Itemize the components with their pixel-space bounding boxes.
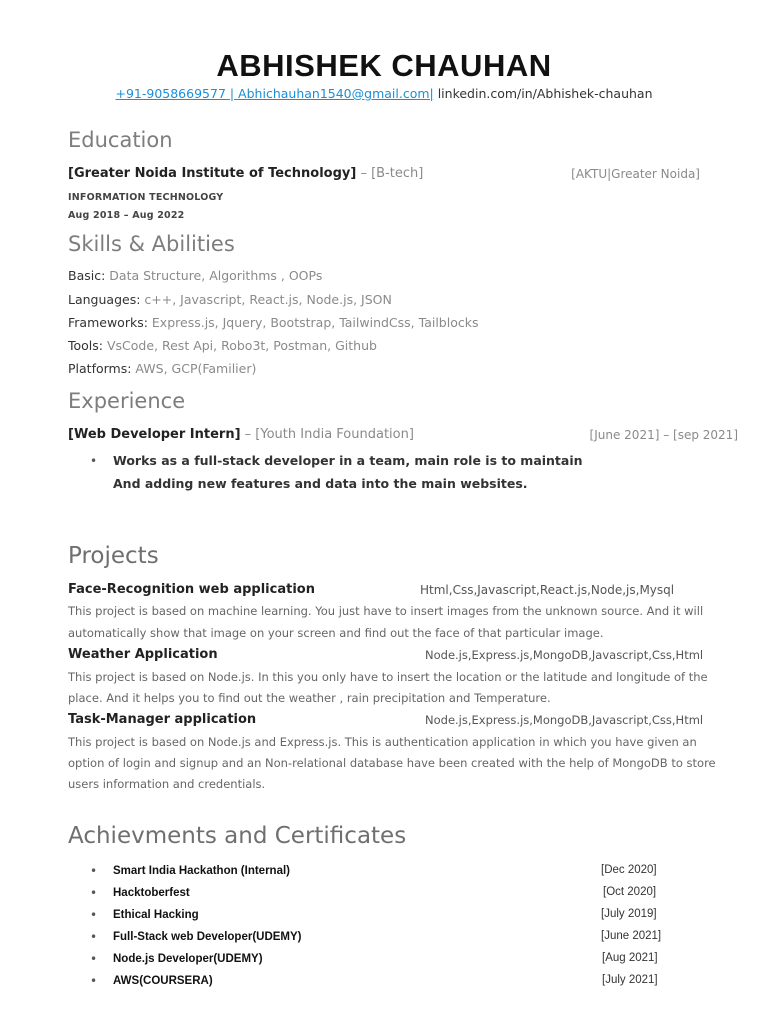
project-tech: Node.js,Express.js,MongoDB,Javascript,Css,Html bbox=[425, 648, 704, 662]
experience-role: [Web Developer Intern] bbox=[68, 427, 241, 442]
experience-dates: [June 2021] – [sep 2021] bbox=[589, 428, 738, 442]
project-description-line: This project is based on Node.js and Express.js. This is authentication application in which you have given an bbox=[68, 735, 697, 749]
education-location: [AKTU|Greater Noida] bbox=[571, 167, 700, 181]
skill-value: VsCode, Rest Api, Robo3t, Postman, Github bbox=[106, 338, 377, 353]
skills-heading: Skills & Abilities bbox=[68, 232, 235, 256]
experience-role-line bbox=[68, 427, 414, 442]
project-description-line: users information and credentials. bbox=[68, 777, 266, 791]
project-title: Face-Recognition web application bbox=[68, 582, 315, 597]
achievement-name: Ethical Hacking bbox=[113, 909, 199, 921]
contact-phone-email-link[interactable]: +91-9058669577 | Abhichauhan1540@gmail.com| bbox=[115, 86, 434, 101]
skill-label: Tools: bbox=[68, 338, 107, 353]
skill-frameworks bbox=[68, 315, 478, 330]
skill-value: AWS, GCP(Familier) bbox=[135, 361, 257, 376]
project-description-line: automatically show that image on your screen and find out the face of that particular image. bbox=[68, 626, 604, 640]
projects-heading: Projects bbox=[68, 543, 159, 569]
bullet-icon: • bbox=[90, 908, 98, 922]
bullet-icon: • bbox=[90, 930, 98, 944]
skill-label: Frameworks: bbox=[68, 315, 152, 330]
project-title: Weather Application bbox=[68, 647, 218, 662]
education-degree: – [B-tech] bbox=[356, 166, 424, 181]
bullet-icon: • bbox=[90, 886, 98, 900]
achievement-date: [Aug 2021] bbox=[602, 952, 658, 964]
achievement-name: Full-Stack web Developer(UDEMY) bbox=[113, 931, 302, 943]
bullet-icon: • bbox=[90, 974, 98, 988]
achievement-date: [June 2021] bbox=[601, 930, 662, 942]
contact-line bbox=[0, 86, 768, 101]
experience-bullet-line2: And adding new features and data into the main websites. bbox=[113, 476, 528, 491]
education-branch: INFORMATION TECHNOLOGY bbox=[68, 192, 224, 203]
candidate-name: ABHISHEK CHAUHAN bbox=[216, 48, 552, 83]
skill-label: Basic: bbox=[68, 268, 110, 283]
skill-platforms bbox=[68, 361, 256, 376]
skill-value: Express.js, Jquery, Bootstrap, TailwindCss, Tailblocks bbox=[151, 315, 479, 330]
skill-value: Data Structure, Algorithms , OOPs bbox=[109, 268, 323, 283]
experience-bullet-line1: Works as a full-stack developer in a team, main role is to maintain bbox=[113, 453, 583, 468]
skill-basic bbox=[68, 268, 322, 283]
achievement-name: Node.js Developer(UDEMY) bbox=[113, 953, 263, 965]
achievement-date: [Dec 2020] bbox=[601, 864, 657, 876]
education-institute-line bbox=[68, 166, 423, 181]
bullet-icon: • bbox=[90, 864, 98, 878]
bullet-icon: • bbox=[90, 454, 98, 468]
achievement-date: [July 2021] bbox=[602, 974, 658, 986]
education-duration: Aug 2018 – Aug 2022 bbox=[68, 210, 185, 221]
achievement-date: [July 2019] bbox=[601, 908, 657, 920]
education-institute: [Greater Noida Institute of Technology] bbox=[68, 166, 357, 181]
bullet-icon: • bbox=[90, 952, 98, 966]
achievement-name: Smart India Hackathon (Internal) bbox=[113, 865, 291, 877]
achievement-name: Hacktoberfest bbox=[113, 887, 190, 899]
project-description-line: This project is based on Node.js. In this you only have to insert the location or the latitude and longitude of the bbox=[68, 670, 708, 684]
project-title: Task-Manager application bbox=[68, 712, 257, 727]
project-description-line: This project is based on machine learning. You just have to insert images from the unknown source. And it will bbox=[68, 604, 704, 618]
project-tech: Node.js,Express.js,MongoDB,Javascript,Css,Html bbox=[425, 713, 704, 727]
linkedin-text: linkedin.com/in/Abhishek-chauhan bbox=[433, 86, 653, 101]
skill-label: Languages: bbox=[68, 292, 145, 307]
skill-value: c++, Javascript, React.js, Node.js, JSON bbox=[144, 292, 392, 307]
education-heading: Education bbox=[68, 128, 173, 152]
achievement-date: [Oct 2020] bbox=[603, 886, 657, 898]
experience-heading: Experience bbox=[68, 389, 186, 413]
project-tech: Html,Css,Javascript,React.js,Node,js,Mysql bbox=[420, 583, 675, 597]
skill-tools bbox=[68, 338, 377, 353]
achievement-name: AWS(COURSERA) bbox=[113, 975, 213, 987]
achievements-heading: Achievments and Certificates bbox=[68, 823, 407, 849]
experience-org: – [Youth India Foundation] bbox=[240, 427, 414, 442]
project-description-line: option of login and signup and an Non-relational database have been created with the help of MongoDB to store bbox=[68, 756, 716, 770]
skill-label: Platforms: bbox=[68, 361, 136, 376]
skill-languages bbox=[68, 292, 392, 307]
project-description-line: place. And it helps you to find out the weather , rain precipitation and Temperature. bbox=[68, 691, 551, 705]
